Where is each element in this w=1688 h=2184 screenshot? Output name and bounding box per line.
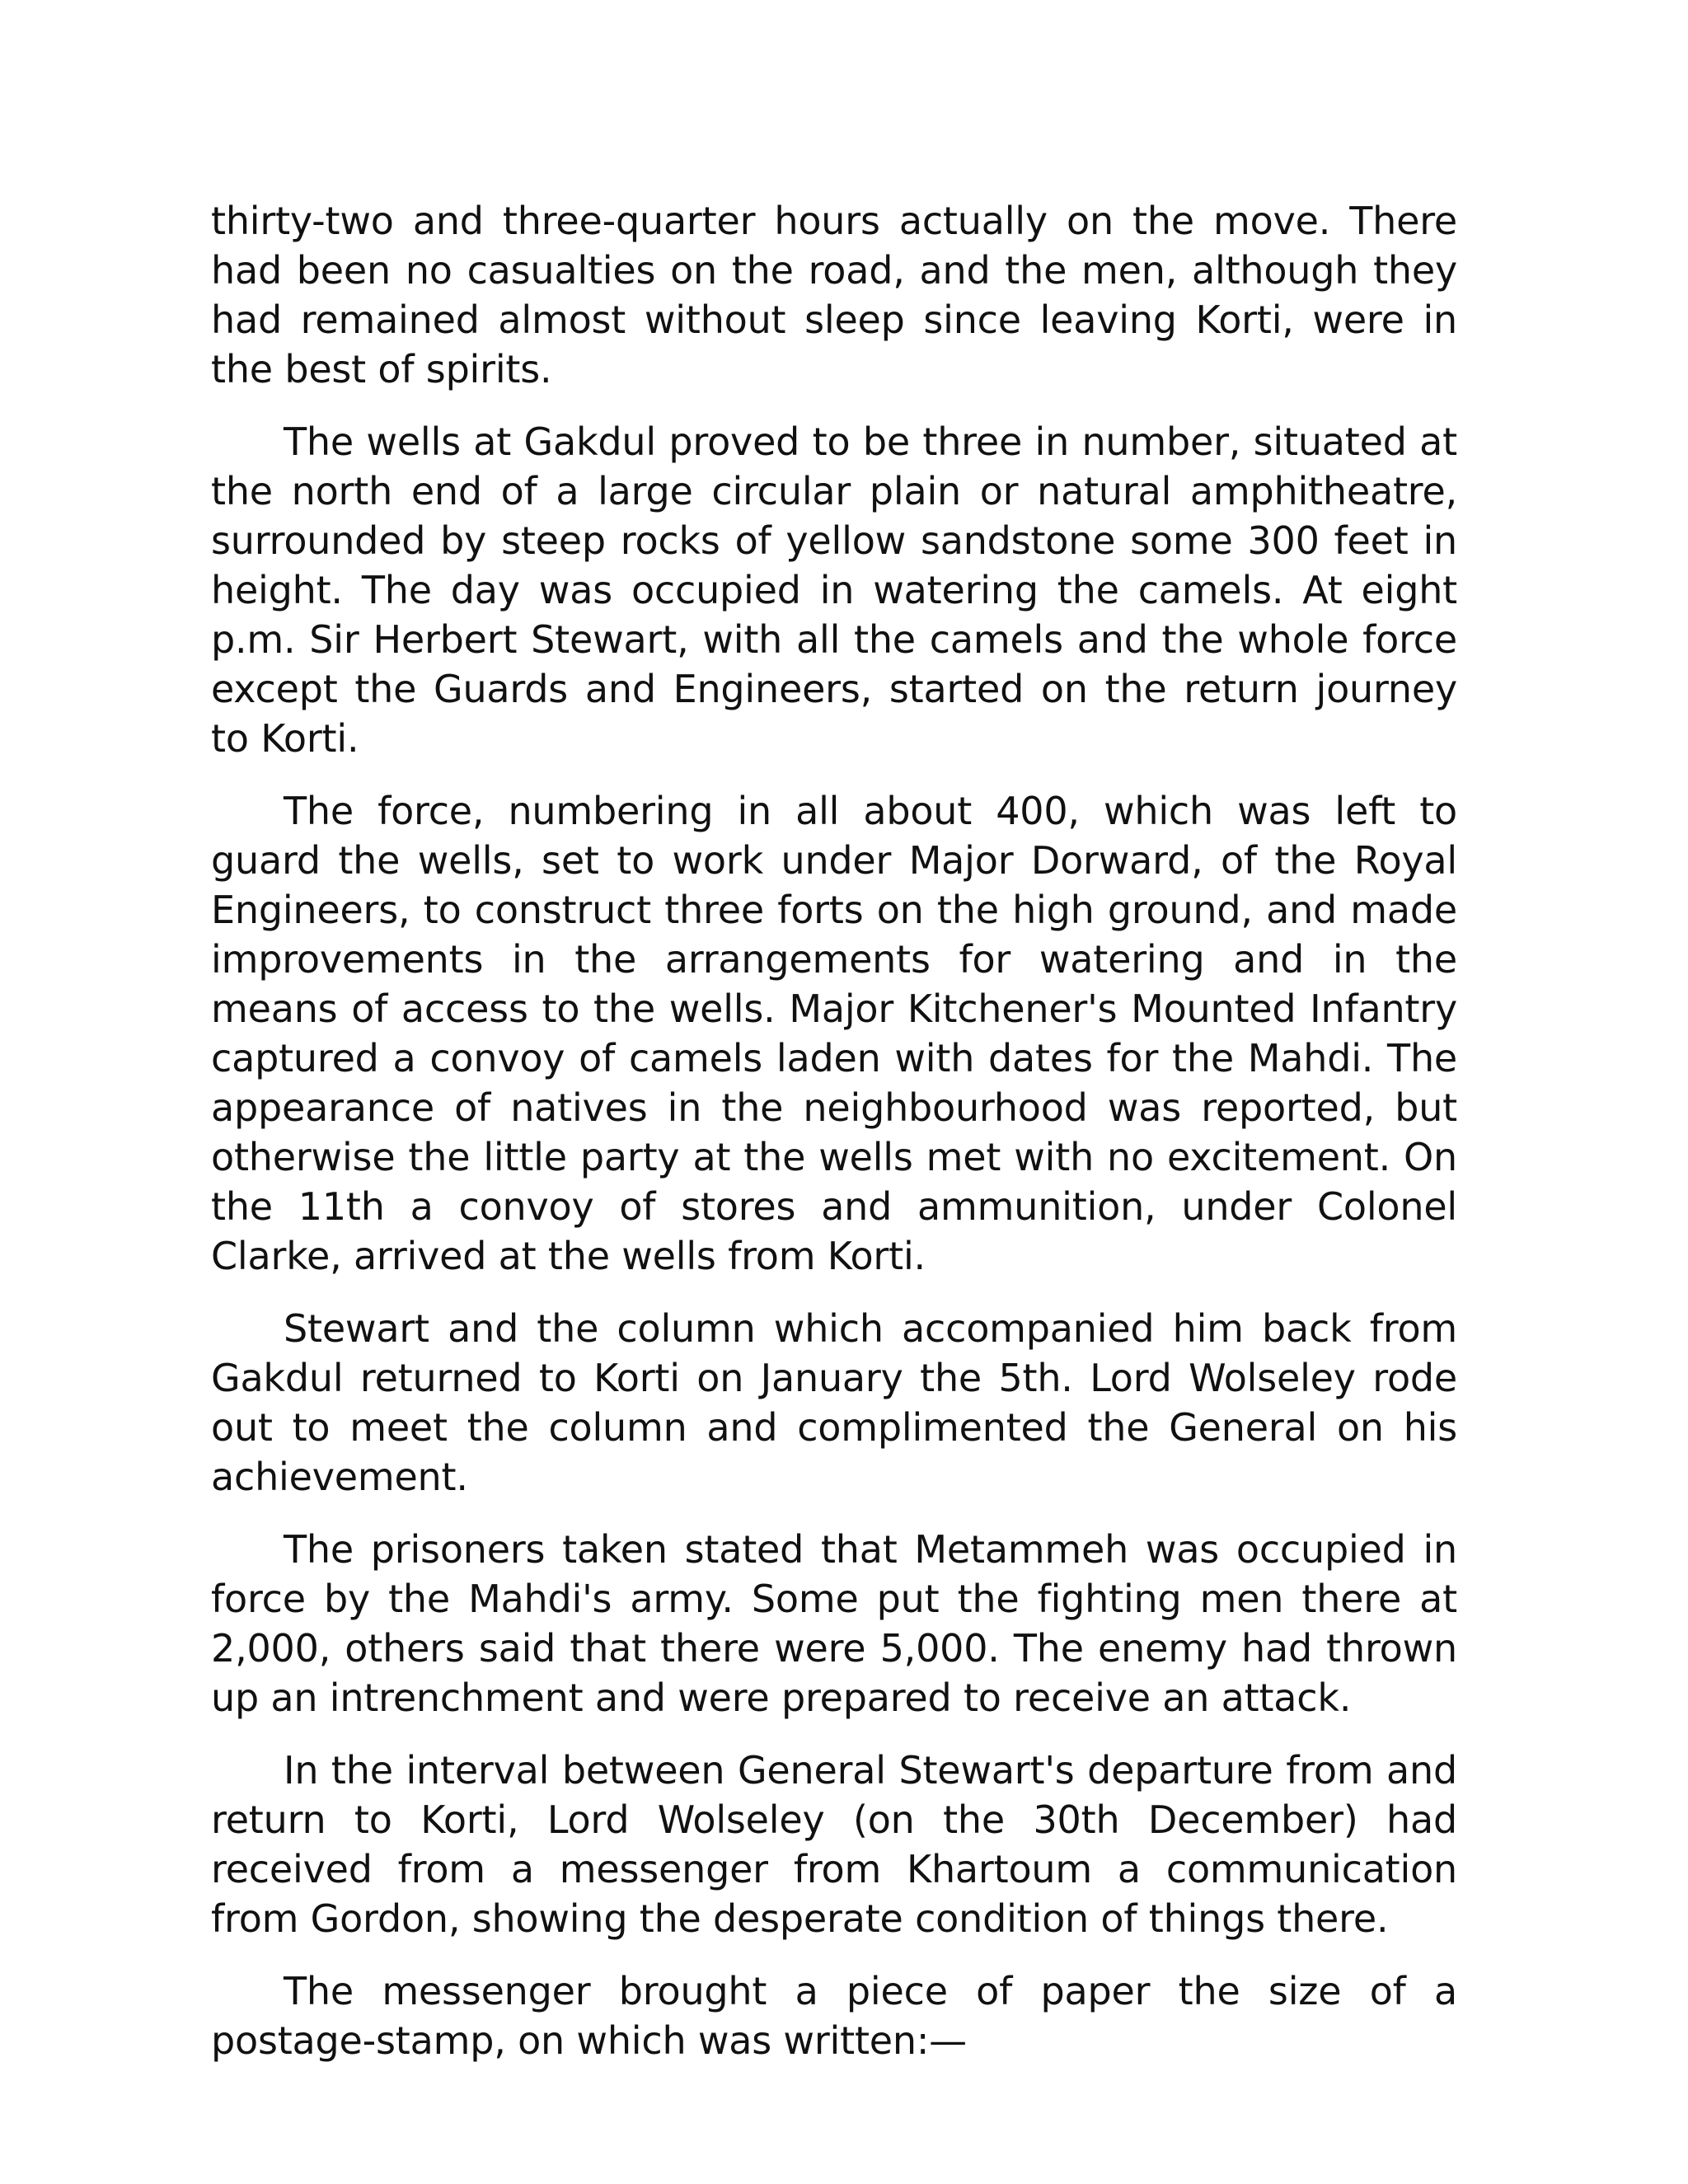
paragraph-5: The prisoners taken stated that Metammeh was occupied in force by the Mahdi's army. Some put the fighting men there at 2,000, others said that there were 5,000. The enemy had thrown up an intrenchment and were prepared to receive an attack. <box>211 1527 1457 1720</box>
paragraph-3: The force, numbering in all about 400, which was left to guard the wells, set to work under Major Dorward, of the Royal Engineers, to construct three forts on the high ground, and made improvements in the arrangements for watering and in the means of access to the wells. Major Kitchener's Mounted Infantry captured a convoy of camels laden with dates for the Mahdi. The appearance of natives in the neighbourhood was reported, but otherwise the little party at the wells met with no excitement. On the 11th a convoy of stores and ammunition, under Colonel Clarke, arrived at the wells from Korti. <box>211 789 1457 1278</box>
paragraph-7: The messenger brought a piece of paper the size of a postage-stamp, on which was written:— <box>211 1969 1457 2063</box>
page-body <box>211 196 1457 2088</box>
paragraph-4: Stewart and the column which accompanied him back from Gakdul returned to Korti on January the 5th. Lord Wolseley rode out to meet the column and complimented the General on his achievement. <box>211 1306 1457 1499</box>
paragraph-6: In the interval between General Stewart's departure from and return to Korti, Lord Wolseley (on the 30th December) had received from a messenger from Khartoum a communication from Gordon, showing the desperate condition of things there. <box>211 1748 1457 1941</box>
paragraph-2: The wells at Gakdul proved to be three in number, situated at the north end of a large circular plain or natural amphitheatre, surrounded by steep rocks of yellow sandstone some 300 feet in height. The day was occupied in watering the camels. At eight p.m. Sir Herbert Stewart, with all the camels and the whole force except the Guards and Engineers, started on the return journey to Korti. <box>211 419 1457 761</box>
paragraph-1: thirty-two and three-quarter hours actually on the move. There had been no casualties on the road, and the men, although they had remained almost without sleep since leaving Korti, were in the best of spirits. <box>211 199 1457 391</box>
